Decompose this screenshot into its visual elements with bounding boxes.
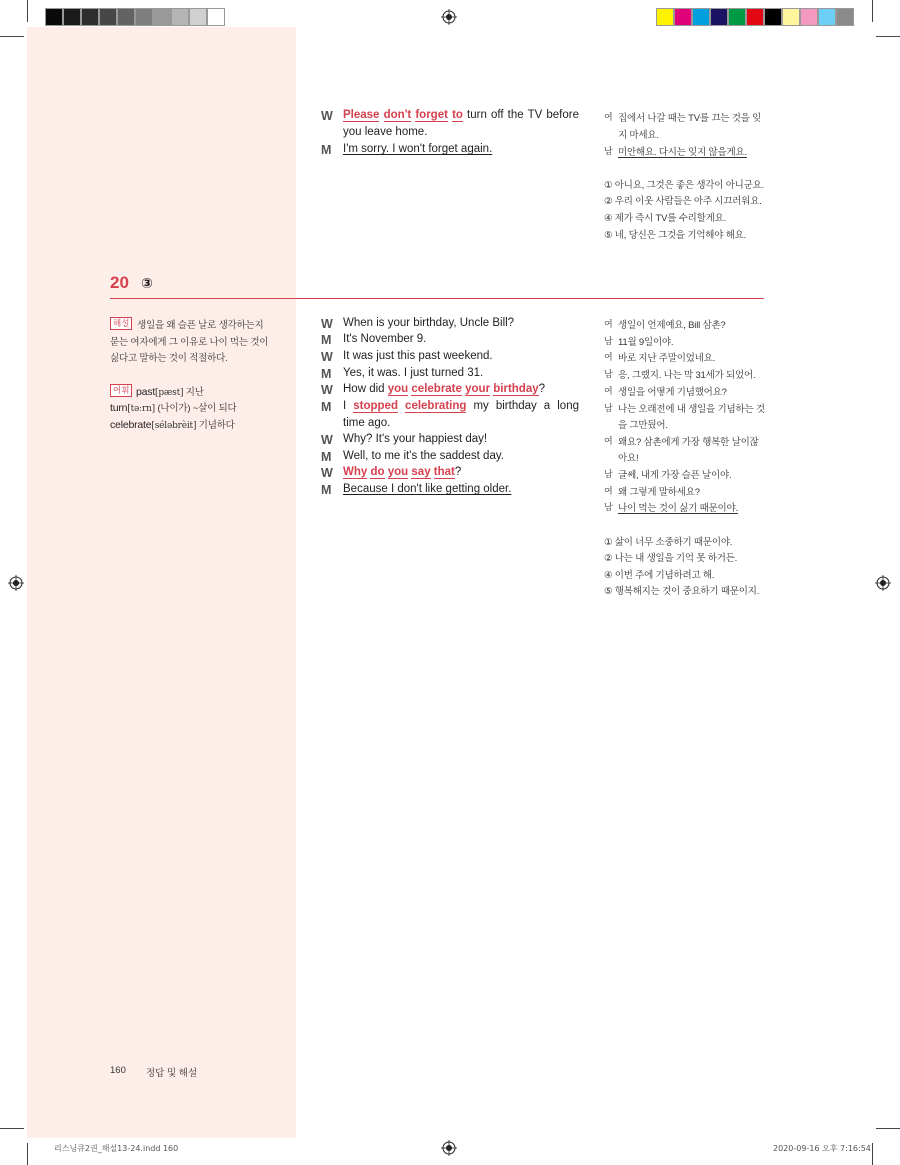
cmyk-color-bar <box>656 8 854 26</box>
color-swatch <box>45 8 63 26</box>
color-swatch <box>782 8 800 26</box>
speaker-label: M <box>321 333 332 347</box>
kr-line: 글쎄, 내게 가장 슬픈 날이야. <box>618 470 732 481</box>
kr-line: 나는 오래전에 내 생일을 기념하는 것 <box>618 404 765 415</box>
vocab-entry: past[pæst] 지난 <box>136 386 204 398</box>
dialog-text: Well, to me it's the saddest day. <box>343 450 504 462</box>
color-swatch <box>764 8 782 26</box>
kr-speaker-tag: 남 <box>604 403 613 413</box>
crop-mark <box>0 36 24 37</box>
registration-mark-icon <box>441 1140 457 1156</box>
answer-line: Because I don't like getting older. <box>343 483 512 495</box>
key-phrase: do <box>370 466 385 478</box>
dialog-line <box>343 367 483 379</box>
section-divider <box>110 298 764 299</box>
key-phrase: don't <box>383 109 412 121</box>
crop-mark <box>27 0 28 22</box>
color-swatch <box>818 8 836 26</box>
color-swatch <box>153 8 171 26</box>
dialog-line-cont: you leave home. <box>343 126 428 138</box>
page-number: 160 <box>110 1065 126 1076</box>
kr-speaker-tag: 남 <box>604 369 613 379</box>
explanation-text: 싫다고 말하는 것이 적절하다. <box>110 353 228 364</box>
kr-line: 바로 지난 주말이었네요. <box>618 353 716 364</box>
color-swatch <box>656 8 674 26</box>
kr-speaker-tag: 여 <box>604 319 613 329</box>
registration-mark-icon <box>8 575 24 591</box>
crop-mark <box>27 1143 28 1165</box>
speaker-label: M <box>321 400 332 414</box>
kr-speaker-tag: 여 <box>604 486 613 496</box>
dialog-line <box>343 433 487 445</box>
key-phrase: to <box>452 109 463 121</box>
key-phrase: forget <box>415 109 448 121</box>
key-phrase: celebrate <box>411 383 462 395</box>
color-swatch <box>171 8 189 26</box>
answer-line: I'm sorry. I won't forget again. <box>343 143 493 155</box>
dialog-line-cont: time ago. <box>343 417 391 429</box>
key-phrase: Why <box>343 466 368 478</box>
crop-mark <box>0 1128 24 1129</box>
question-answer: ③ <box>141 275 153 291</box>
answer-option: ⑤ 네, 당신은 그것을 기억해야 해요. <box>604 230 747 241</box>
kr-line: 미안해요. 다시는 잊지 않을게요. <box>618 147 747 158</box>
kr-speaker-tag: 여 <box>604 352 613 362</box>
answer-option: ② 우리 이웃 사람들은 아주 시끄러워요. <box>604 196 762 207</box>
answer-option: ① 삶이 너무 소중하기 때문이야. <box>604 537 733 548</box>
dialog-line <box>343 350 493 362</box>
crop-mark <box>876 36 900 37</box>
dialog-text <box>398 400 405 412</box>
dialog-text: I <box>343 400 354 412</box>
kr-speaker-tag: 여 <box>604 436 613 446</box>
registration-mark-icon <box>875 575 891 591</box>
dialog-text: turn off the TV before <box>462 109 579 121</box>
key-phrase: say <box>411 466 431 478</box>
color-swatch <box>117 8 135 26</box>
kr-line: 생일을 어떻게 기념했어요? <box>618 387 727 398</box>
key-phrase: celebrating <box>405 400 467 412</box>
dialog-text: It's November 9. <box>343 333 427 345</box>
dialog-text: It was just this past weekend. <box>343 350 493 362</box>
color-swatch <box>674 8 692 26</box>
color-swatch <box>189 8 207 26</box>
crop-mark <box>872 0 873 22</box>
speaker-label: M <box>321 367 332 381</box>
color-swatch <box>99 8 117 26</box>
dialog-text: Yes, it was. I just turned 31. <box>343 367 484 379</box>
dialog-line <box>343 143 492 155</box>
speaker-label: M <box>321 143 332 157</box>
dialog-line <box>343 483 511 495</box>
kr-line: 왜 그렇게 말하세요? <box>618 487 700 498</box>
kr-speaker-tag: 여 <box>604 112 613 122</box>
sidebar-panel <box>27 27 296 1138</box>
kr-line-cont: 아요! <box>618 453 639 464</box>
answer-option: ④ 제가 즉시 TV를 수리할게요. <box>604 213 727 224</box>
speaker-label: W <box>321 350 333 364</box>
color-swatch <box>710 8 728 26</box>
dialog-text: When is your birthday, Uncle Bill? <box>343 317 515 329</box>
dialog-text: Why? It's your happiest day! <box>343 433 488 445</box>
key-phrase: you <box>387 466 409 478</box>
key-phrase: birthday <box>493 383 539 395</box>
color-swatch <box>692 8 710 26</box>
vocab-entry: turn[təːrn] (나이가) ~살이 되다 <box>110 402 237 414</box>
kr-line-cont: 지 마세요. <box>618 130 659 141</box>
speaker-label: M <box>321 450 332 464</box>
answer-option: ① 아니요, 그것은 좋은 생각이 아니군요. <box>604 180 765 191</box>
kr-line: 나이 먹는 것이 싫기 때문이야. <box>618 503 738 514</box>
dialog-line <box>343 383 545 395</box>
section-title: 정답 및 해설 <box>146 1068 198 1079</box>
dialog-line <box>343 466 461 478</box>
kr-speaker-tag: 남 <box>604 146 613 156</box>
key-phrase: Please <box>343 109 380 121</box>
crop-mark <box>872 1143 873 1165</box>
explanation-text: 묻는 여자에게 그 이유로 나이 먹는 것이 <box>110 337 269 348</box>
color-swatch <box>81 8 99 26</box>
dialog-line <box>343 317 514 329</box>
dialog-text: How did <box>343 383 388 395</box>
dialog-line <box>343 400 579 412</box>
color-swatch <box>836 8 854 26</box>
color-swatch <box>63 8 81 26</box>
dialog-text: ? <box>454 466 462 478</box>
question-number: 20 <box>110 273 129 292</box>
color-swatch <box>746 8 764 26</box>
key-phrase: stopped <box>353 400 398 412</box>
kr-speaker-tag: 남 <box>604 336 613 346</box>
file-slug: 리스닝큐2권_해설13-24.indd 160 <box>54 1144 179 1153</box>
grayscale-color-bar <box>45 8 225 26</box>
date-slug: 2020-09-16 오후 7:16:54 <box>773 1144 871 1153</box>
color-swatch <box>728 8 746 26</box>
answer-option: ⑤ 행복해지는 것이 중요하기 때문이지. <box>604 586 760 597</box>
color-swatch <box>800 8 818 26</box>
crop-mark <box>876 1128 900 1129</box>
kr-line: 왜요? 삼촌에게 가장 행복한 날이잖 <box>618 437 759 448</box>
dialog-text: ? <box>538 383 546 395</box>
dialog-text <box>379 109 383 121</box>
kr-speaker-tag: 여 <box>604 386 613 396</box>
kr-line-cont: 을 그만뒀어. <box>618 420 668 431</box>
speaker-label: W <box>321 433 333 447</box>
dialog-line <box>343 109 579 121</box>
kr-line: 11월 9일이야. <box>618 337 674 348</box>
speaker-label: W <box>321 383 333 397</box>
explanation-text: 생일을 왜 슬픈 날로 생각하는지 <box>137 320 264 331</box>
key-phrase: your <box>465 383 491 395</box>
speaker-label: M <box>321 483 332 497</box>
vocab-entry: celebrate[séləbrèit] 기념하다 <box>110 419 235 431</box>
dialog-line <box>343 333 426 345</box>
vocab-tag: 어휘 <box>110 384 132 397</box>
dialog-text: my birthday a long <box>466 400 579 412</box>
kr-line: 생일이 언제예요, Bill 삼촌? <box>618 320 726 331</box>
registration-mark-icon <box>441 9 457 25</box>
key-phrase: you <box>387 383 409 395</box>
explanation-tag: 해설 <box>110 317 132 330</box>
kr-speaker-tag: 남 <box>604 502 613 512</box>
kr-speaker-tag: 남 <box>604 469 613 479</box>
answer-option: ② 나는 내 생일을 기억 못 하거든. <box>604 553 738 564</box>
key-phrase: that <box>433 466 455 478</box>
speaker-label: W <box>321 109 333 123</box>
speaker-label: W <box>321 317 333 331</box>
kr-line: 집에서 나갈 때는 TV를 끄는 것을 잊 <box>618 113 762 124</box>
color-swatch <box>207 8 225 26</box>
dialog-line <box>343 450 504 462</box>
speaker-label: W <box>321 466 333 480</box>
answer-option: ④ 이번 주에 기념하려고 해. <box>604 570 715 581</box>
kr-line: 응, 그랬지. 나는 막 31세가 되었어. <box>618 370 756 381</box>
color-swatch <box>135 8 153 26</box>
